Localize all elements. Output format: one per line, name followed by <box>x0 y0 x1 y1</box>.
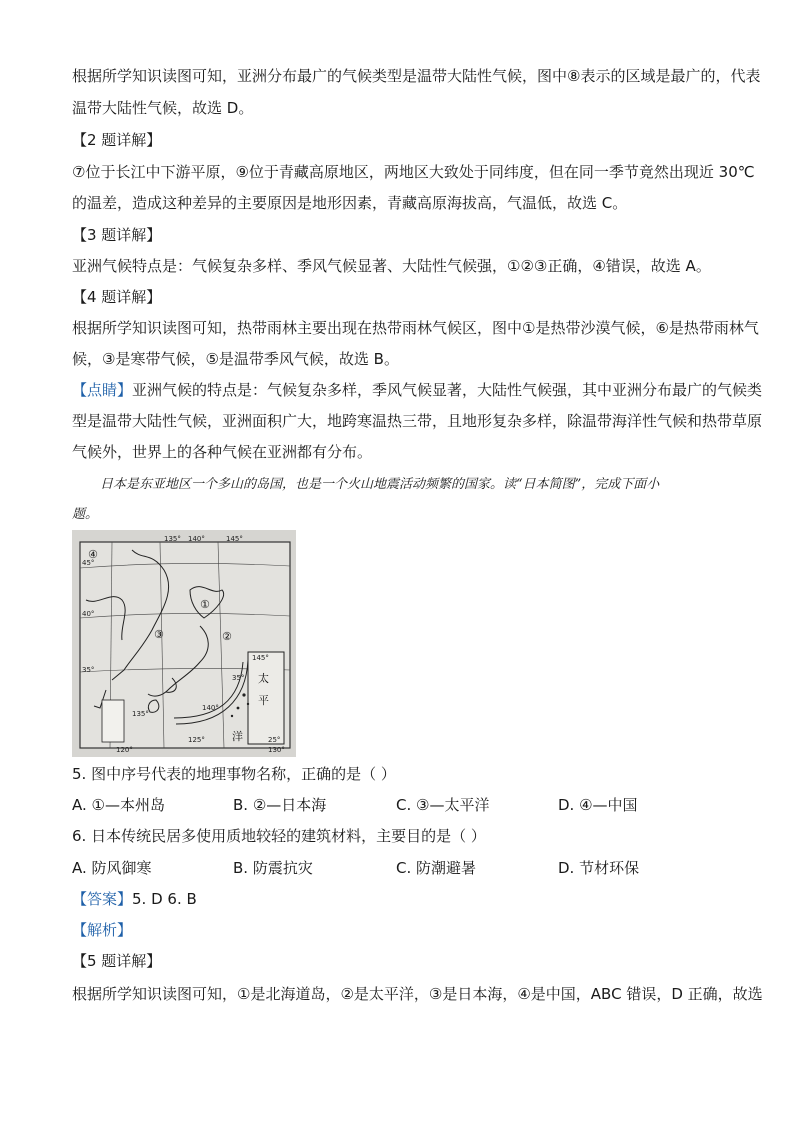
q5-option-d: D. ④—中国 <box>558 796 638 814</box>
paragraph-line: 候，③是寒带气候，⑤是温带季风气候，故选 B。 <box>72 350 399 368</box>
ocean-label: 洋 <box>232 730 243 743</box>
section-heading: 【4 题详解】 <box>72 288 162 306</box>
paragraph-line: 根据所学知识读图可知，热带雨林主要出现在热带雨林气候区，图中①是热带沙漠气候，⑥是热带雨林气 <box>72 319 759 337</box>
q5-option-b: B. ②—日本海 <box>233 796 327 814</box>
japan-map <box>72 530 296 757</box>
map-label: 140° <box>202 704 219 712</box>
map-label: 40° <box>82 610 95 618</box>
paragraph-line: 温带大陆性气候，故选 D。 <box>72 99 254 117</box>
tip-text: 亚洲气候的特点是：气候复杂多样，季风气候显著，大陆性气候强，其中亚洲分布最广的气候类 <box>132 381 763 399</box>
map-label-2: ② <box>222 630 232 643</box>
q5-option-c: C. ③—太平洋 <box>396 796 490 814</box>
intro-line: 题。 <box>72 507 99 522</box>
map-label: 140° <box>188 535 205 543</box>
intro-line: 日本是东亚地区一个多山的岛国，也是一个火山地震活动频繁的国家。读“日本简图”，完成下面小 <box>100 477 660 492</box>
answer-line <box>72 889 197 909</box>
q6-option-a: A. 防风御寒 <box>72 859 152 877</box>
section-heading: 【5 题详解】 <box>72 952 162 970</box>
map-label: 135° <box>164 535 181 543</box>
paragraph-line: 根据所学知识读图可知，亚洲分布最广的气候类型是温带大陆性气候，图中⑧表示的区域是最广的，代表 <box>72 67 761 85</box>
answer-value: 5. D 6. B <box>132 890 197 908</box>
tip-tag: 【点睛】 <box>72 381 133 399</box>
analysis-tag: 【解析】 <box>72 921 133 939</box>
q6-option-c: C. 防潮避暑 <box>396 859 477 877</box>
paragraph-line: 的温差，造成这种差异的主要原因是地形因素，青藏高原海拔高，气温低，故选 C。 <box>72 194 628 212</box>
map-label-3: ③ <box>154 628 164 641</box>
q5-option-a: A. ①—本州岛 <box>72 796 165 814</box>
map-label: 120° <box>116 746 133 754</box>
question-6: 6. 日本传统民居多使用质地较轻的建筑材料，主要目的是（ ） <box>72 827 486 845</box>
map-label: 135° <box>132 710 149 718</box>
map-label: 145° <box>252 654 269 662</box>
map-label: 35° <box>82 666 95 674</box>
paragraph-line: 亚洲气候特点是：气候复杂多样、季风气候显著、大陆性气候强，①②③正确，④错误，故选 A。 <box>72 257 711 275</box>
map-label-4: ④ <box>88 548 98 561</box>
ocean-label: 平 <box>258 694 269 707</box>
q6-option-b: B. 防震抗灾 <box>233 859 313 877</box>
tip-line <box>72 380 762 400</box>
ocean-label: 太 <box>258 672 269 685</box>
map-label: 125° <box>188 736 205 744</box>
map-label: 35° <box>232 674 245 682</box>
map-label: 45° <box>82 559 95 567</box>
map-label: 25° <box>268 736 281 744</box>
section-heading: 【2 题详解】 <box>72 131 162 149</box>
question-5: 5. 图中序号代表的地理事物名称，正确的是（ ） <box>72 765 396 783</box>
paragraph-line: 气候外，世界上的各种气候在亚洲都有分布。 <box>72 443 373 461</box>
section-heading: 【3 题详解】 <box>72 226 162 244</box>
map-label-1: ① <box>200 598 210 611</box>
q6-option-d: D. 节材环保 <box>558 859 640 877</box>
paragraph-line: ⑦位于长江中下游平原，⑨位于青藏高原地区，两地区大致处于同纬度，但在同一季节竟然出现近 30℃ <box>72 163 755 181</box>
answer-tag: 【答案】 <box>72 890 133 908</box>
japan-map-figure <box>72 530 296 757</box>
map-label: 145° <box>226 535 243 543</box>
map-label: 130° <box>268 746 285 754</box>
paragraph-line: 根据所学知识读图可知，①是北海道岛，②是太平洋，③是日本海，④是中国，ABC 错误，D 正确，故选 <box>72 985 763 1003</box>
paragraph-line: 型是温带大陆性气候，亚洲面积广大，地跨寒温热三带，且地形复杂多样，除温带海洋性气候和热带草原 <box>72 412 763 430</box>
